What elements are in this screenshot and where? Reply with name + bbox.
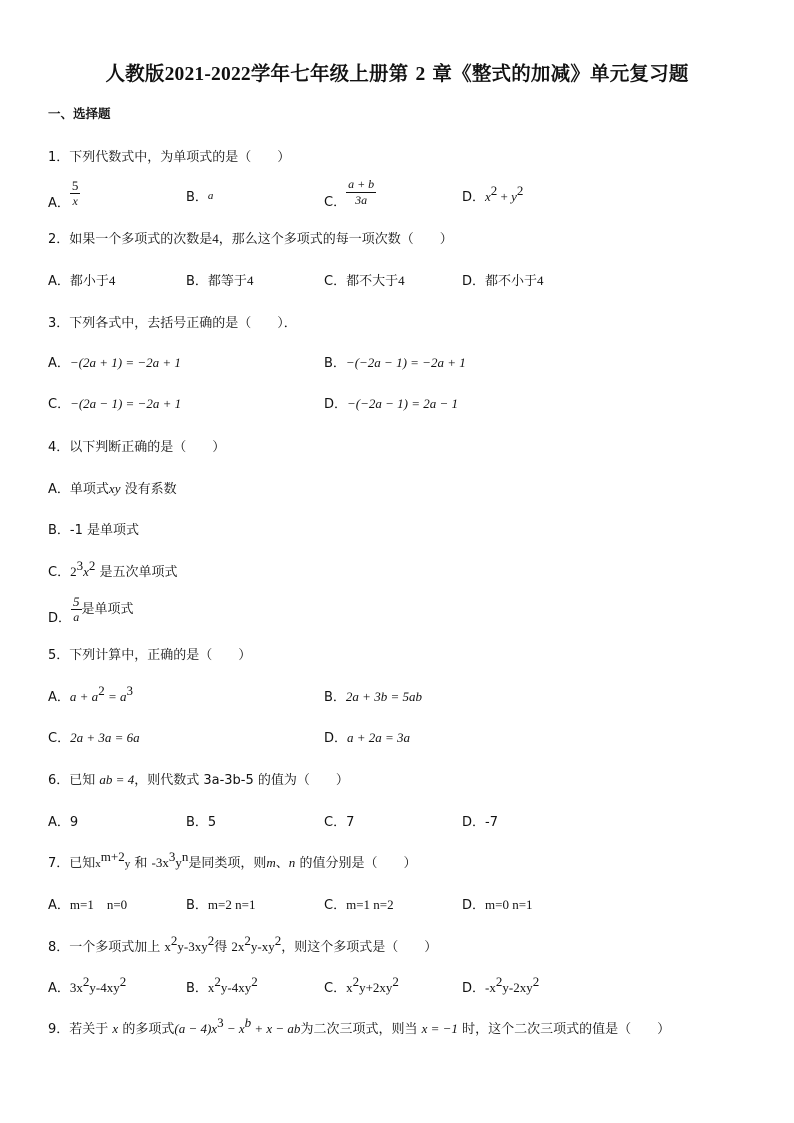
q5-option-d: D．a + 2a = 3a — [324, 730, 411, 746]
q7-option-b: B．m=2 n=1 — [186, 897, 256, 913]
q7-option-a: A．m=1 n=0 — [48, 897, 128, 913]
title-part: 章《整式的加减》单元复习题 — [432, 62, 689, 85]
q2-option-b: B．都等于4 — [186, 273, 254, 289]
q4-option-c: C．$2^3x^2$ 是五次单项式 — [48, 558, 178, 580]
q6-option-b: B．5 — [186, 815, 217, 830]
title-part: 学年七年级上册第 — [250, 62, 409, 85]
q1-option-c — [324, 177, 376, 208]
question-1-stem: 1．下列代数式中，为单项式的是（ ） — [48, 150, 291, 165]
q5-option-c: C．2a + 3a = 6a — [48, 730, 140, 746]
q4-option-d: D． $\frac{5}{a}$ 是单项式 — [48, 594, 134, 626]
section-heading: 一、选择题 — [48, 106, 111, 121]
q8-option-b: B．$x^2y-4xy^2$ — [186, 974, 258, 996]
q6-option-a: A．9 — [48, 815, 79, 830]
option-label: C． — [324, 195, 347, 210]
title-part: 人教版 — [105, 62, 165, 85]
math-expression: x — [485, 189, 491, 204]
question-7-stem: 7．已知$x^{m+2}y$ 和 $-3x^3y^n$是同类项，则m、n 的值分别是（ ） — [48, 849, 417, 871]
q3-option-a: A．−(2a + 1) = −2a + 1 — [48, 355, 181, 371]
q7-option-d: D．m=0 n=1 — [462, 897, 533, 913]
math-expression: −(2a + 1) = −2a + 1 — [69, 355, 181, 370]
q2-option-a: A．都小于4 — [48, 273, 116, 289]
q2-option-c: C．都不大于4 — [324, 273, 405, 289]
q3-option-d: D．−(−2a − 1) = 2a − 1 — [324, 396, 459, 412]
q4-option-a: A．单项式xy 没有系数 — [48, 481, 177, 497]
fraction: $\frac{5}{x}$ — [71, 178, 79, 208]
q6-option-d: D．-7 — [462, 815, 498, 830]
option-label: B． — [186, 190, 208, 205]
q5-option-a: A．$a + a^2 = a^3$ — [48, 683, 133, 705]
math-expression: −(−2a − 1) = −2a + 1 — [345, 355, 466, 370]
q8-option-a: A．$3x^2y-4xy^2$ — [48, 974, 127, 996]
q4-option-b: B．-1 是单项式 — [48, 523, 140, 538]
q8-option-d: D．$-x^2y-2xy^2$ — [462, 974, 540, 996]
q2-option-d: D．都不小于4 — [462, 273, 544, 289]
question-2-stem: 2．如果一个多项式的次数是4，那么这个多项式的每一项次数（ ） — [48, 231, 453, 247]
q1-option-a — [48, 178, 80, 209]
question-6-stem: 6．已知 ab = 4，则代数式 3a-3b-5 的值为（ ） — [48, 772, 349, 788]
q3-option-b: B．−(−2a − 1) = −2a + 1 — [324, 355, 466, 371]
question-5-stem: 5．下列计算中，正确的是（ ） — [48, 648, 252, 663]
q8-option-c: C．$x^2y+2xy^2$ — [324, 974, 399, 996]
q6-option-c: C．7 — [324, 815, 355, 830]
math-expression: −(2a − 1) = −2a + 1 — [70, 396, 182, 411]
math-expression: −(−2a − 1) = 2a − 1 — [347, 396, 459, 411]
question-4-stem: 4．以下判断正确的是（ ） — [48, 440, 226, 455]
question-3-stem: 3．下列各式中，去括号正确的是（ ）． — [48, 316, 297, 331]
math-expression: a — [207, 190, 214, 202]
title-chapter-number: 2 — [415, 64, 426, 85]
option-label: A． — [48, 196, 70, 211]
fraction: $\frac{a + b}{3a}$ — [348, 177, 375, 207]
title-years: 2021-2022 — [164, 64, 251, 85]
q3-option-c: C．−(2a − 1) = −2a + 1 — [48, 396, 182, 412]
q5-option-b: B．2a + 3b = 5ab — [324, 689, 422, 705]
q1-option-b — [186, 186, 213, 205]
question-9-stem: 9．若关于 x 的多项式$(a - 4)x^3 - x^b + x$ − ab为二次三项式，则当 x = −1 时，这个二次三项式的值是（ ） — [48, 1015, 671, 1037]
q7-option-c: C．m=1 n=2 — [324, 897, 394, 913]
document-title — [0, 58, 794, 86]
option-label: D． — [462, 190, 486, 205]
q1-option-d: D．$x^2 + y^2$ — [462, 183, 524, 205]
fraction: $\frac{5}{a}$ — [73, 594, 80, 624]
question-8-stem: 8．一个多项式加上 $x^2y-3xy^2$得 $2x^2y-xy^2$，则这个多项式是（ ） — [48, 933, 438, 955]
